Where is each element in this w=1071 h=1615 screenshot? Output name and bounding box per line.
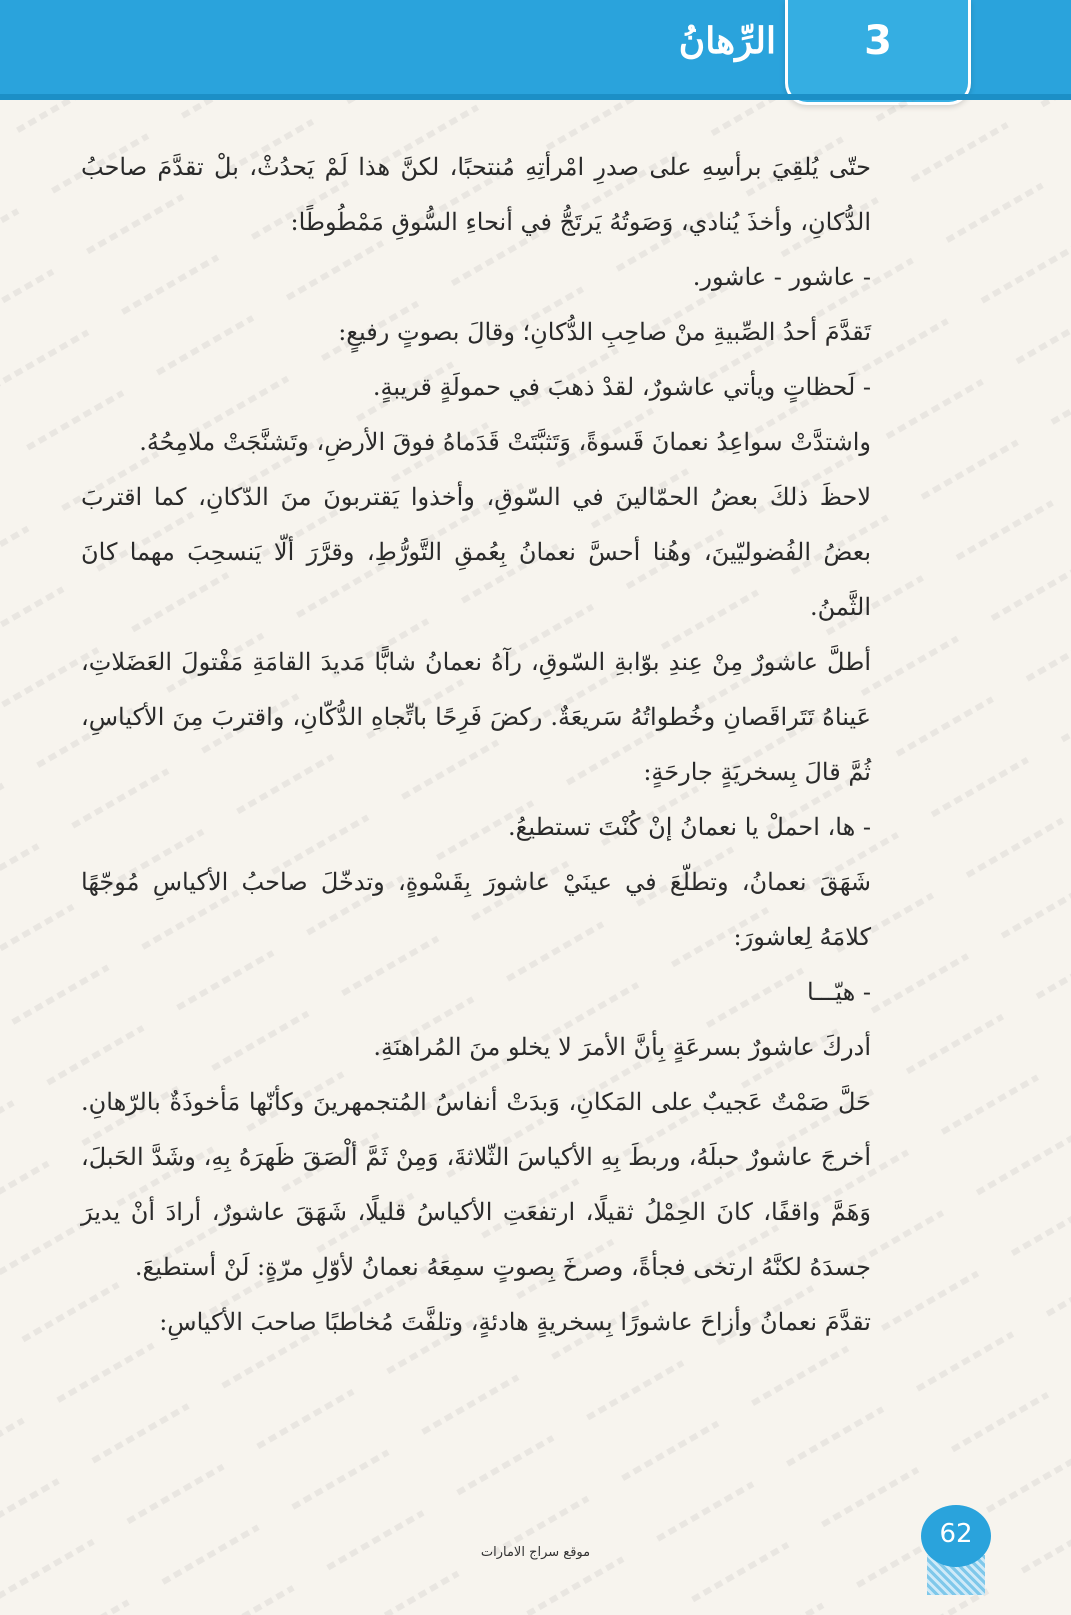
- footer-site-name: موقع سراج الامارات: [480, 1545, 591, 1560]
- chapter-header-band: [0, 0, 1071, 100]
- paragraph: تقدَّمَ نعمانُ وأزاحَ عاشورًا بِسخريةٍ هادئةٍ، وتلفَّتَ مُخاطبًا صاحبَ الأكياسِ:: [159, 1308, 871, 1336]
- paragraph: واشتدَّتْ سواعِدُ نعمانَ قَسوةً، وَتَثبَّتَتْ قَدَماهُ فوقَ الأرضِ، وتَشنَّجَتْ ملامِحُهُ.: [139, 428, 871, 456]
- page-number: 62: [939, 1519, 973, 1549]
- paragraph: - لَحظاتٍ ويأتي عاشورٌ، لقدْ ذهبَ في حمولَةٍ قريبةٍ.: [372, 373, 871, 401]
- paragraph: حتّى يُلقِيَ برأسِهِ على صدرِ امْرأتِهِ مُنتحبًا، لكنَّ هذا لَمْ يَحدُثْ، بلْ تقدَّمَ صاحبُ الدُّكانِ، وأخذَ يُنادي، وَصَوتُهُ يَرتَجُّ في أنحاءِ السُّوقِ مَمْطُوطًا:: [81, 153, 871, 236]
- paragraph: أدركَ عاشورٌ بسرعَةٍ بِأنَّ الأمرَ لا يخلو منَ المُراهنَةِ.: [373, 1033, 871, 1061]
- paragraph: شَهَقَ نعمانُ، وتطلّعَ في عينَيْ عاشورَ بِقَسْوةٍ، وتدخّلَ صاحبُ الأكياسِ مُوجّهًا كلامَهُ لِعاشورَ:: [81, 868, 871, 951]
- story-text: [81, 140, 871, 1350]
- paragraph: أطلَّ عاشورٌ مِنْ عِندِ بوّابةِ السّوقِ، رآهُ نعمانُ شابًّا مَديدَ القامَةِ مَفْتولَ العَضَلاتِ، عَيناهُ تَتَراقَصانِ وخُطواتُهُ سَريعَةٌ. ركضَ فَرِحًا باتِّجاهِ الدُّكّانِ، واقتربَ مِنَ الأكياسِ، ثُمَّ قالَ بِسخريَةٍ جارحَةٍ:: [81, 648, 871, 786]
- paragraph: لاحظَ ذلكَ بعضُ الحمّالينَ في السّوقِ، وأخذوا يَقتربونَ منَ الدّكانِ، كما اقتربَ بعضُ الفُضوليّينَ، وهُنا أحسَّ نعمانُ بِعُمقِ التَّورُّطِ، وقرَّرَ ألّا يَنسحِبَ مهما كانَ الثَّمنُ.: [81, 483, 871, 621]
- page-number-badge: [921, 1505, 991, 1595]
- paragraph: حَلَّ صَمْتٌ عَجيبٌ على المَكانِ، وَبدَتْ أنفاسُ المُتجمهرينَ وكأنّها مَأخوذَةٌ بالرّهانِ. أخرجَ عاشورٌ حبلَهُ، وربطَ بِهِ الأكياسَ الثّلاثةَ، وَمِنْ ثَمَّ ألْصَقَ ظَهرَهُ بِهِ، وشَدَّ الحَبلَ، وَهَمَّ واقفًا، كانَ الحِمْلُ ثقيلًا، ارتفعَتِ الأكياسُ قليلًا، شَهَقَ عاشورٌ، أرادَ أنْ يديرَ جسدَهُ لكنَّهُ ارتخى فجأةً، وصرخَ بِصوتٍ سمِعَهُ نعمانُ لأوّلِ مرّةٍ: لَنْ أستطيعَ.: [81, 1088, 871, 1281]
- chapter-number-tab: [785, 0, 971, 105]
- paragraph: - هيّـــا: [806, 978, 871, 1006]
- paragraph: - ها، احملْ يا نعمانُ إنْ كُنْتَ تستطيعُ.: [507, 813, 871, 841]
- chapter-number: 3: [864, 18, 892, 64]
- chapter-title: الرِّهانُ: [678, 20, 776, 62]
- paragraph: - عاشور - عاشور.: [692, 263, 871, 291]
- paragraph: تَقدَّمَ أحدُ الصِّبيةِ منْ صاحِبِ الدُّكانِ؛ وقالَ بصوتٍ رفيعٍ:: [338, 318, 871, 346]
